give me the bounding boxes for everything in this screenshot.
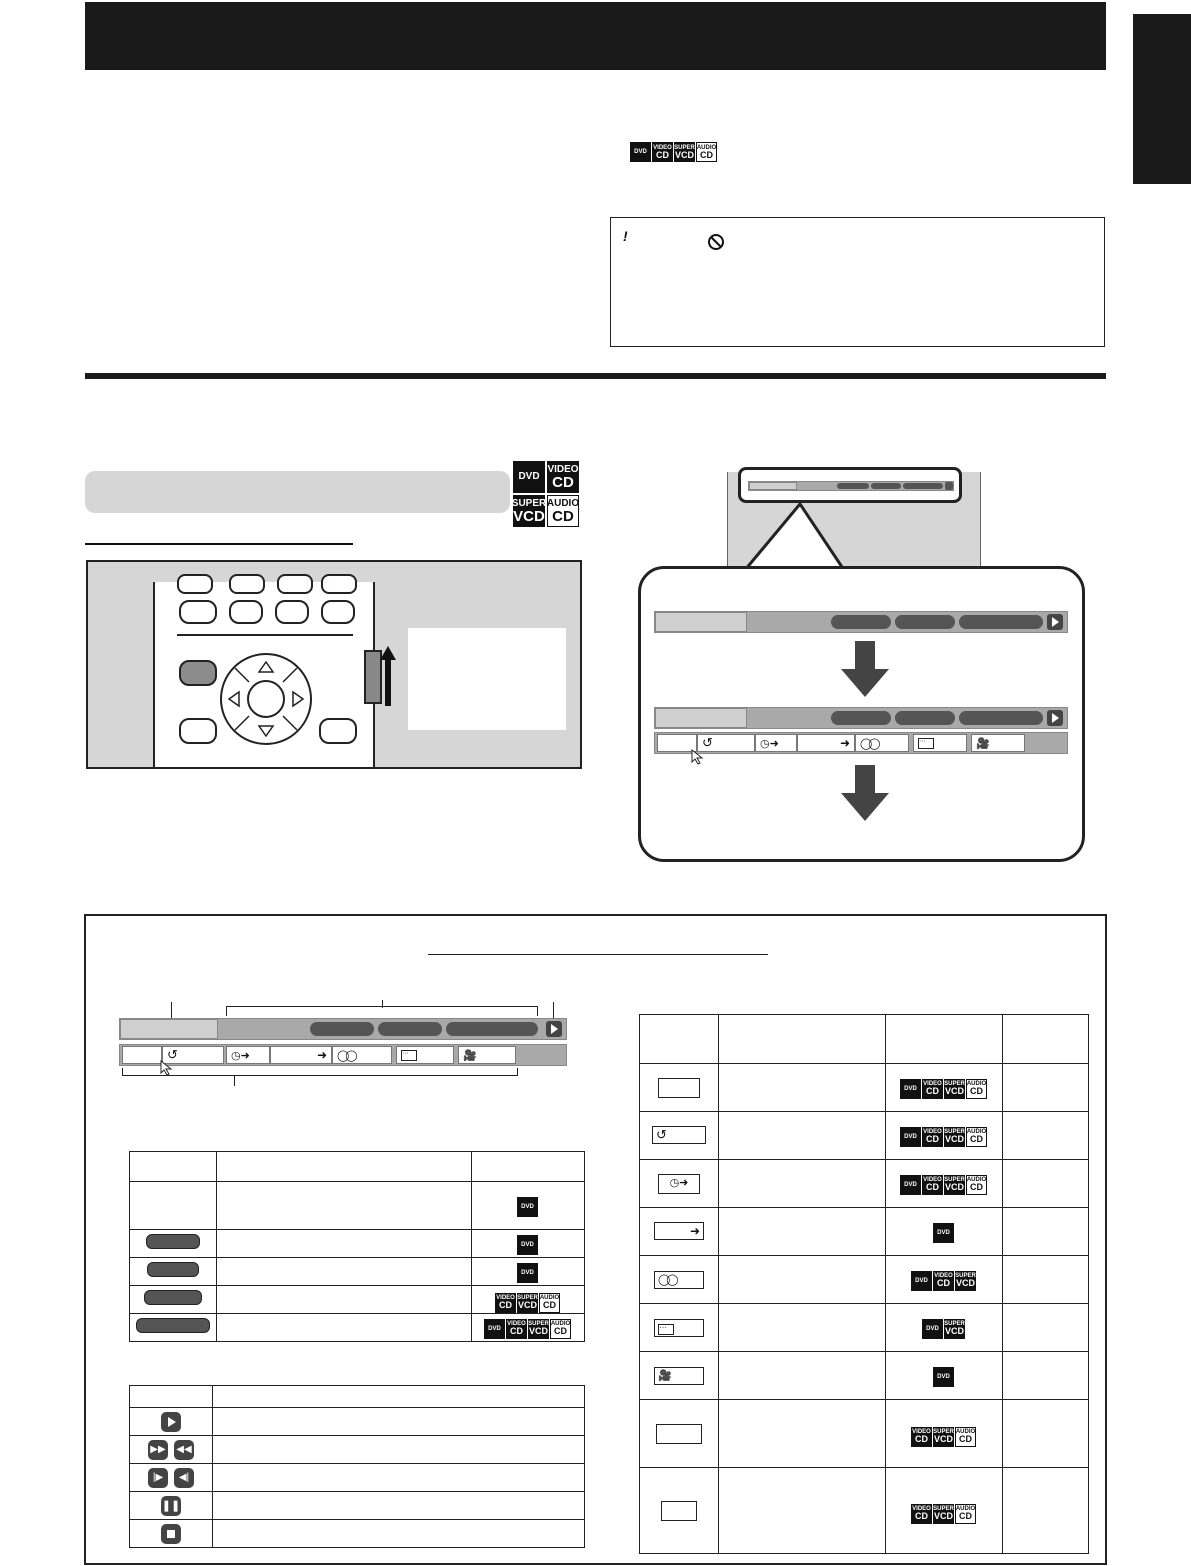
table-cell bbox=[213, 1436, 585, 1464]
dvd-badge: DVD bbox=[933, 1223, 954, 1243]
table-cell bbox=[719, 1352, 886, 1400]
arrow-up-icon bbox=[380, 646, 396, 711]
table-cell bbox=[472, 1152, 585, 1182]
audio-cd-badge: AUDIO CD bbox=[955, 1427, 976, 1447]
table-cell bbox=[1003, 1015, 1089, 1064]
table-cell bbox=[640, 1015, 719, 1064]
menu-item-time[interactable] bbox=[226, 1046, 270, 1064]
dvd-badge: DVD bbox=[517, 1197, 538, 1217]
table-cell bbox=[130, 1314, 217, 1342]
callout-box bbox=[408, 628, 566, 730]
play-icon bbox=[546, 1021, 562, 1037]
table-cell bbox=[1003, 1256, 1089, 1304]
menu-item-blank bbox=[656, 1424, 702, 1444]
video-cd-badge: VIDEO CD bbox=[506, 1319, 527, 1339]
dvd-badge: DVD bbox=[900, 1175, 921, 1195]
super-vcd-badge: SUPER VCD bbox=[933, 1427, 954, 1447]
bar-segment bbox=[655, 708, 747, 728]
dvd-badge: DVD bbox=[517, 1235, 538, 1255]
table-cell bbox=[640, 1256, 719, 1304]
table-cell bbox=[130, 1182, 217, 1230]
remote-button[interactable] bbox=[321, 600, 355, 624]
remote-button[interactable] bbox=[179, 718, 217, 744]
menu-item-time[interactable] bbox=[755, 734, 797, 752]
remote-button[interactable] bbox=[229, 574, 265, 594]
reference-box bbox=[84, 914, 1107, 1565]
bubble-connector bbox=[720, 500, 880, 576]
table-cell bbox=[130, 1408, 213, 1436]
audio-cd-badge: AUDIO CD bbox=[966, 1079, 987, 1099]
table-cell bbox=[472, 1230, 585, 1258]
mini-bar-pill bbox=[837, 483, 869, 489]
menu-item-chapter[interactable] bbox=[270, 1046, 332, 1064]
subtitle-icon: ··· bbox=[918, 738, 934, 749]
table-cell bbox=[1003, 1352, 1089, 1400]
audio-circles-icon: ◯◯ bbox=[337, 1049, 354, 1062]
status-pill bbox=[146, 1234, 200, 1249]
menu-item-chapter[interactable] bbox=[797, 734, 855, 752]
prohibited-icon bbox=[707, 233, 725, 256]
screen-bar-highlight bbox=[738, 467, 962, 503]
remote-button[interactable] bbox=[177, 574, 213, 594]
reference-onscreen-menu bbox=[119, 1044, 567, 1066]
audio-cd-badge: AUDIO CD bbox=[966, 1175, 987, 1195]
menu-items-table bbox=[639, 1014, 1089, 1554]
table-cell bbox=[472, 1182, 585, 1230]
audio-cd-badge: AUDIO CD bbox=[966, 1127, 987, 1147]
super-vcd-badge: SUPER VCD bbox=[517, 1293, 538, 1313]
play-icon bbox=[1047, 710, 1063, 726]
section-rule bbox=[85, 373, 1106, 379]
menu-item-blank bbox=[661, 1501, 697, 1521]
table-cell bbox=[886, 1304, 1003, 1352]
reference-onscreen-bar bbox=[119, 1018, 567, 1040]
remote-body bbox=[153, 582, 375, 769]
super-vcd-badge: SUPER VCD bbox=[944, 1319, 965, 1339]
menu-item-audio[interactable] bbox=[332, 1046, 392, 1064]
table-cell bbox=[213, 1386, 585, 1408]
table-cell bbox=[640, 1352, 719, 1400]
table-cell bbox=[472, 1258, 585, 1286]
table-cell bbox=[886, 1256, 1003, 1304]
dvd-badge: DVD bbox=[933, 1367, 954, 1387]
video-cd-badge: VIDEO CD bbox=[911, 1504, 932, 1524]
bar-pill bbox=[378, 1022, 442, 1036]
table-cell bbox=[719, 1400, 886, 1468]
side-tab bbox=[1133, 14, 1191, 184]
cursor-pad[interactable] bbox=[219, 652, 313, 751]
page-header-bar bbox=[85, 2, 1106, 70]
mini-bar-segment bbox=[749, 482, 797, 490]
play-icon bbox=[945, 482, 953, 490]
bar-pill bbox=[959, 711, 1043, 725]
menu-item-angle[interactable] bbox=[458, 1046, 516, 1064]
table-cell bbox=[886, 1160, 1003, 1208]
arrow-icon: ➜ bbox=[654, 1222, 704, 1240]
table-cell bbox=[886, 1015, 1003, 1064]
camera-icon: 🎥 bbox=[976, 737, 990, 750]
table-cell bbox=[472, 1286, 585, 1314]
video-cd-badge: VIDEO CD bbox=[547, 461, 579, 493]
audio-cd-badge: AUDIO CD bbox=[955, 1504, 976, 1524]
bar-pill bbox=[831, 711, 891, 725]
repeat-icon: ↺ bbox=[652, 1126, 706, 1144]
menu-item-blank[interactable] bbox=[122, 1046, 162, 1064]
table-cell bbox=[719, 1112, 886, 1160]
table-cell bbox=[217, 1286, 472, 1314]
table-cell bbox=[217, 1258, 472, 1286]
play-icon bbox=[1047, 614, 1063, 630]
status-table bbox=[129, 1151, 585, 1342]
audio-cd-badge: AUDIO CD bbox=[547, 495, 579, 527]
stop-icon bbox=[161, 1524, 181, 1544]
table-cell bbox=[130, 1520, 213, 1548]
bar-pill bbox=[310, 1022, 374, 1036]
on-screen-button[interactable] bbox=[179, 660, 217, 686]
table-cell bbox=[640, 1112, 719, 1160]
video-cd-badge: VIDEO CD bbox=[922, 1079, 943, 1099]
super-vcd-badge: SUPER VCD bbox=[513, 495, 545, 527]
table-cell bbox=[1003, 1304, 1089, 1352]
dvd-badge: DVD bbox=[484, 1319, 505, 1339]
video-cd-badge: VIDEO CD bbox=[911, 1427, 932, 1447]
table-cell bbox=[130, 1286, 217, 1314]
audio-cd-badge: AUDIO CD bbox=[696, 142, 717, 162]
video-cd-badge: VIDEO CD bbox=[933, 1271, 954, 1291]
menu-item-blank bbox=[658, 1078, 700, 1098]
bar-segment bbox=[120, 1019, 218, 1039]
audio-cd-badge: AUDIO CD bbox=[550, 1319, 571, 1339]
onscreen-bar-status bbox=[654, 611, 1068, 633]
repeat-icon: ↺ bbox=[167, 1047, 178, 1062]
table-cell bbox=[130, 1386, 213, 1408]
bar-pill bbox=[959, 615, 1043, 629]
down-arrow-icon bbox=[841, 641, 889, 702]
bar-pill bbox=[895, 711, 955, 725]
super-vcd-badge: SUPER VCD bbox=[674, 142, 695, 162]
table-cell bbox=[217, 1314, 472, 1342]
audio-circles-icon: ◯◯ bbox=[654, 1271, 704, 1289]
table-cell bbox=[719, 1208, 886, 1256]
disc-badge-row-top bbox=[630, 142, 718, 162]
remote-button[interactable] bbox=[277, 574, 313, 594]
remote-button[interactable] bbox=[229, 600, 263, 624]
table-cell bbox=[719, 1468, 886, 1554]
mini-bar-pill bbox=[903, 483, 943, 489]
table-cell bbox=[719, 1015, 886, 1064]
dvd-badge: DVD bbox=[922, 1319, 943, 1339]
status-pill bbox=[147, 1262, 199, 1277]
table-cell bbox=[640, 1208, 719, 1256]
table-cell bbox=[640, 1468, 719, 1554]
menu-item-subtitle[interactable] bbox=[396, 1046, 454, 1064]
table-cell bbox=[640, 1160, 719, 1208]
bar-pill bbox=[831, 615, 891, 629]
subsection-heading-bar bbox=[85, 471, 510, 513]
table-cell bbox=[640, 1304, 719, 1352]
onscreen-bar-bubble bbox=[638, 566, 1085, 862]
super-vcd-badge: SUPER VCD bbox=[528, 1319, 549, 1339]
table-cell bbox=[217, 1230, 472, 1258]
table-cell bbox=[886, 1208, 1003, 1256]
table-cell bbox=[719, 1304, 886, 1352]
callout-line bbox=[382, 1000, 383, 1008]
underline-rule bbox=[85, 543, 353, 545]
video-cd-badge: VIDEO CD bbox=[922, 1127, 943, 1147]
table-cell bbox=[886, 1112, 1003, 1160]
super-vcd-badge: SUPER VCD bbox=[944, 1079, 965, 1099]
repeat-icon: ↺ bbox=[702, 735, 713, 750]
table-cell bbox=[640, 1064, 719, 1112]
table-cell bbox=[886, 1468, 1003, 1554]
table-cell bbox=[1003, 1400, 1089, 1468]
super-vcd-badge: SUPER VCD bbox=[944, 1127, 965, 1147]
clock-arrow-icon: ◷➜ bbox=[658, 1174, 700, 1194]
disc-badge-grid bbox=[513, 461, 583, 527]
arrow-icon: ➜ bbox=[316, 1048, 327, 1062]
remote-button[interactable] bbox=[319, 718, 357, 744]
callout-bracket bbox=[122, 1068, 518, 1076]
table-cell bbox=[130, 1492, 213, 1520]
bar-pill bbox=[895, 615, 955, 629]
mini-bar-pill bbox=[871, 483, 901, 489]
table-cell bbox=[213, 1520, 585, 1548]
table-cell bbox=[640, 1400, 719, 1468]
table-cell bbox=[1003, 1208, 1089, 1256]
table-cell bbox=[217, 1182, 472, 1230]
note-box bbox=[610, 217, 1105, 347]
dvd-badge: DVD bbox=[513, 461, 545, 493]
mini-onscreen-bar bbox=[748, 481, 954, 491]
menu-item-angle[interactable] bbox=[971, 734, 1025, 752]
menu-item-subtitle[interactable] bbox=[913, 734, 967, 752]
table-cell bbox=[886, 1352, 1003, 1400]
status-pill bbox=[136, 1318, 210, 1333]
super-vcd-badge: SUPER VCD bbox=[955, 1271, 976, 1291]
table-cell bbox=[217, 1152, 472, 1182]
table-cell bbox=[719, 1256, 886, 1304]
fast-forward-reverse-icons: ▶▶ ◀◀ bbox=[148, 1440, 194, 1460]
menu-item-audio[interactable] bbox=[855, 734, 909, 752]
onscreen-bar-status bbox=[654, 707, 1068, 729]
table-cell bbox=[213, 1408, 585, 1436]
bar-segment bbox=[655, 612, 747, 632]
bar-pill bbox=[446, 1022, 538, 1036]
subtitle-icon: ··· bbox=[401, 1050, 417, 1061]
audio-circles-icon: ◯◯ bbox=[860, 737, 877, 750]
menu-item-repeat[interactable] bbox=[697, 734, 755, 752]
table-cell bbox=[213, 1492, 585, 1520]
dvd-badge: DVD bbox=[900, 1079, 921, 1099]
video-cd-badge: VIDEO CD bbox=[922, 1175, 943, 1195]
table-cell bbox=[1003, 1468, 1089, 1554]
onscreen-bar-menu bbox=[654, 732, 1068, 754]
super-vcd-badge: SUPER VCD bbox=[933, 1504, 954, 1524]
super-vcd-badge: SUPER VCD bbox=[944, 1175, 965, 1195]
clock-arrow-icon: ◷➜ bbox=[231, 1049, 250, 1062]
table-cell bbox=[1003, 1160, 1089, 1208]
table-cell bbox=[130, 1230, 217, 1258]
subtitle-icon: ··· bbox=[654, 1319, 704, 1337]
remote-panel bbox=[86, 560, 582, 769]
dvd-badge: DVD bbox=[630, 142, 651, 162]
table-cell bbox=[130, 1464, 213, 1492]
table-cell bbox=[886, 1400, 1003, 1468]
dvd-badge: DVD bbox=[911, 1271, 932, 1291]
status-pill bbox=[144, 1290, 202, 1305]
slow-motion-icons: |▶ ◀| bbox=[148, 1468, 194, 1488]
clock-arrow-icon: ◷➜ bbox=[760, 737, 779, 750]
table-cell bbox=[1003, 1064, 1089, 1112]
table-cell bbox=[886, 1064, 1003, 1112]
dvd-badge: DVD bbox=[900, 1127, 921, 1147]
video-cd-badge: VIDEO CD bbox=[495, 1293, 516, 1313]
callout-line bbox=[234, 1076, 235, 1086]
remote-button[interactable] bbox=[179, 600, 217, 624]
playback-icon-table bbox=[129, 1385, 585, 1548]
exclamation-icon: ! bbox=[623, 228, 628, 244]
cursor-icon bbox=[691, 749, 705, 770]
remote-button[interactable] bbox=[275, 600, 309, 624]
table-cell bbox=[130, 1152, 217, 1182]
video-cd-badge: VIDEO CD bbox=[652, 142, 673, 162]
pause-icon: ❚❚ bbox=[161, 1496, 181, 1516]
arrow-icon: ➜ bbox=[839, 736, 850, 750]
remote-button[interactable] bbox=[321, 574, 357, 594]
camera-icon: 🎥 bbox=[463, 1049, 477, 1062]
table-cell bbox=[130, 1436, 213, 1464]
table-cell bbox=[130, 1258, 217, 1286]
reference-title-underline bbox=[428, 954, 768, 955]
audio-cd-badge: AUDIO CD bbox=[539, 1293, 560, 1313]
table-cell bbox=[719, 1064, 886, 1112]
table-cell bbox=[719, 1160, 886, 1208]
down-arrow-icon bbox=[841, 765, 889, 826]
play-icon bbox=[161, 1412, 181, 1432]
camera-icon: 🎥 bbox=[654, 1367, 704, 1385]
table-cell bbox=[213, 1464, 585, 1492]
remote-divider bbox=[177, 634, 353, 636]
table-cell bbox=[472, 1314, 585, 1342]
dvd-badge: DVD bbox=[517, 1263, 538, 1283]
table-cell bbox=[1003, 1112, 1089, 1160]
